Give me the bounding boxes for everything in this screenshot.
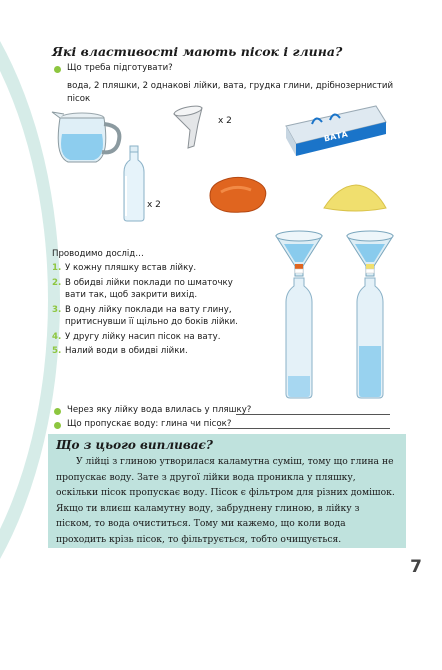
funnel-count: х 2	[218, 116, 232, 126]
conclusion-box	[48, 434, 406, 548]
cotton-label: ВАТА	[323, 129, 349, 144]
page-title: Які властивості мають пісок і глина?	[52, 44, 343, 59]
conclusion-text: У лійці з глиною утворилася каламутна суміш, тому що глина не пропускає воду. Зате з другої лійки вода проникла у пляшку, оскільки пісок пропускає воду. Пісок є фільтром для різних домішок. Якщо ти влиєш каламутну воду, забруднену глиною, в лійку з піском, то вода очиститься. Тому ми кажемо, що коли вода проходить крізь пісок, то фільтрується, тобто очищується.	[56, 456, 395, 545]
page-number: 7	[410, 557, 422, 577]
bottle-image	[121, 146, 147, 222]
clay-lump-image	[205, 172, 271, 216]
conclusion-title: Що з цього випливає?	[56, 438, 213, 452]
experiment-steps	[52, 262, 252, 360]
step-item: 1. У кожну пляшку встав лійку.	[52, 263, 197, 273]
step-item: 2. В обидві лійки поклади по шматочку вати так, щоб закрити вихід.	[52, 277, 233, 300]
question-1: Через яку лійку вода влилась у пляшку?	[67, 405, 252, 415]
question-2: Що пропускає воду: глина чи пісок?	[67, 419, 232, 429]
sand-pile-image	[322, 182, 388, 212]
answer-line-1[interactable]	[236, 414, 390, 415]
step-item: 4. У другу лійку насип пісок на вату.	[52, 331, 221, 342]
step-item: 5. Налий води в обидві лійки.	[52, 346, 188, 356]
experiment-intro: Проводимо дослід…	[52, 249, 144, 259]
experiment-setup-image	[272, 226, 402, 402]
answer-line-2[interactable]	[218, 428, 390, 429]
funnel-image	[172, 108, 216, 152]
water-jug-image	[48, 96, 128, 166]
bullet-icon	[54, 408, 61, 415]
prepare-question: Що треба підготувати?	[67, 63, 173, 73]
bullet-icon	[54, 422, 61, 429]
step-item: 3. В одну лійку поклади на вату глину, притиснувши її щільно до боків лійки.	[52, 304, 238, 327]
bottle-count: х 2	[147, 200, 161, 210]
materials-list: вода, 2 пляшки, 2 однакові лійки, вата, грудка глини, дрібнозернистий пісок	[67, 81, 394, 104]
bullet-icon	[54, 66, 61, 73]
